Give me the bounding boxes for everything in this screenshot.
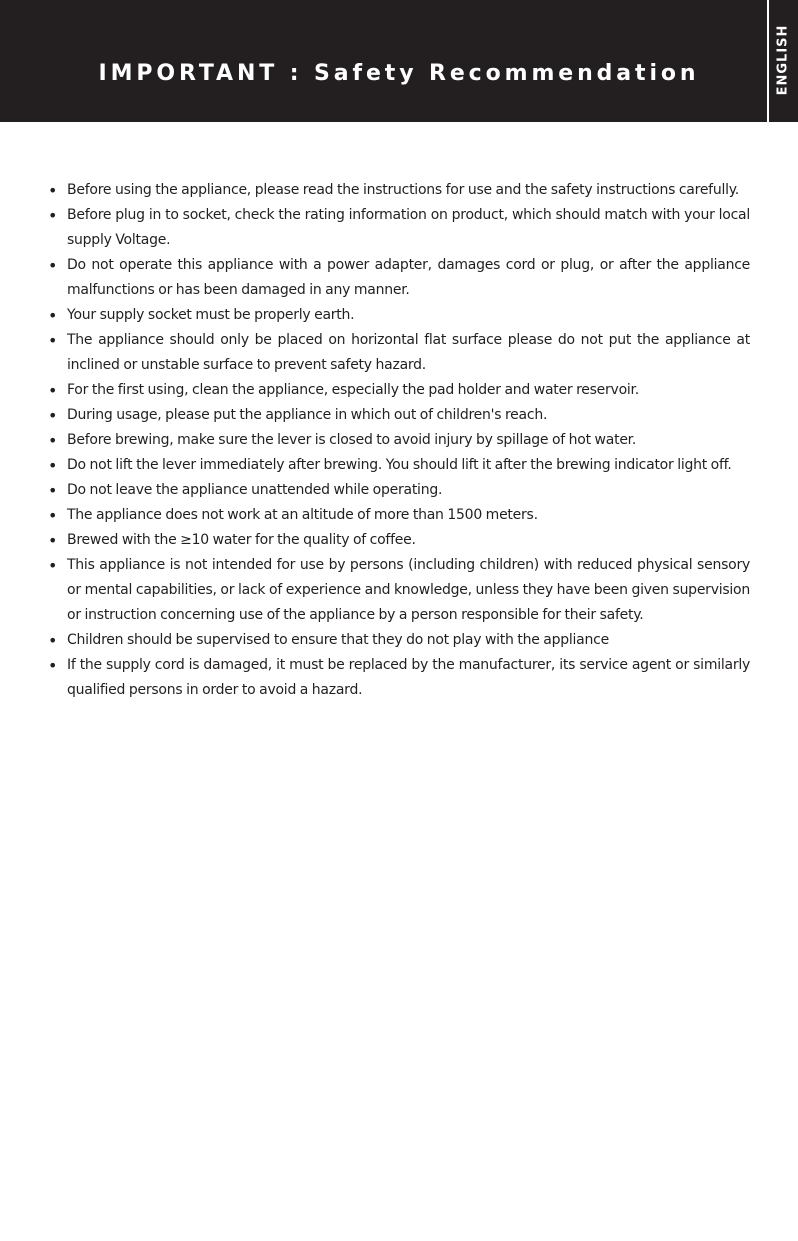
safety-item: • For the first using, clean the appliance, especially the pad holder and water reservoir. <box>48 378 750 403</box>
safety-content <box>48 178 750 703</box>
safety-item: • Before using the appliance, please read the instructions for use and the safety instructions carefully. <box>48 178 750 203</box>
page-title: IMPORTANT : Safety Recommendation <box>98 61 700 86</box>
safety-item: • Before brewing, make sure the lever is closed to avoid injury by spillage of hot water. <box>48 428 750 453</box>
language-tab <box>769 0 798 122</box>
safety-item: • The appliance does not work at an altitude of more than 1500 meters. <box>48 503 750 528</box>
safety-list <box>48 178 750 703</box>
safety-item: • Before plug in to socket, check the rating information on product, which should match with your local supply Voltage. <box>48 203 750 253</box>
safety-item: • Do not leave the appliance unattended while operating. <box>48 478 750 503</box>
safety-item: • This appliance is not intended for use by persons (including children) with reduced physical sensory or mental capabilities, or lack of experience and knowledge, unless they have been given supervision or instruction concerning use of the appliance by a person responsible for their safety. <box>48 553 750 628</box>
safety-item: • Your supply socket must be properly earth. <box>48 303 750 328</box>
safety-item: • Children should be supervised to ensure that they do not play with the appliance <box>48 628 750 653</box>
safety-item: • The appliance should only be placed on horizontal flat surface please do not put the appliance at inclined or unstable surface to prevent safety hazard. <box>48 328 750 378</box>
safety-item: • Do not operate this appliance with a power adapter, damages cord or plug, or after the appliance malfunctions or has been damaged in any manner. <box>48 253 750 303</box>
safety-item: • Brewed with the ≥10 water for the quality of coffee. <box>48 528 750 553</box>
safety-item: • Do not lift the lever immediately after brewing. You should lift it after the brewing indicator light off. <box>48 453 750 478</box>
language-tab-label: ENGLISH <box>775 24 791 96</box>
safety-item: • During usage, please put the appliance in which out of children's reach. <box>48 403 750 428</box>
safety-item: • If the supply cord is damaged, it must be replaced by the manufacturer, its service agent or similarly qualified persons in order to avoid a hazard. <box>48 653 750 703</box>
